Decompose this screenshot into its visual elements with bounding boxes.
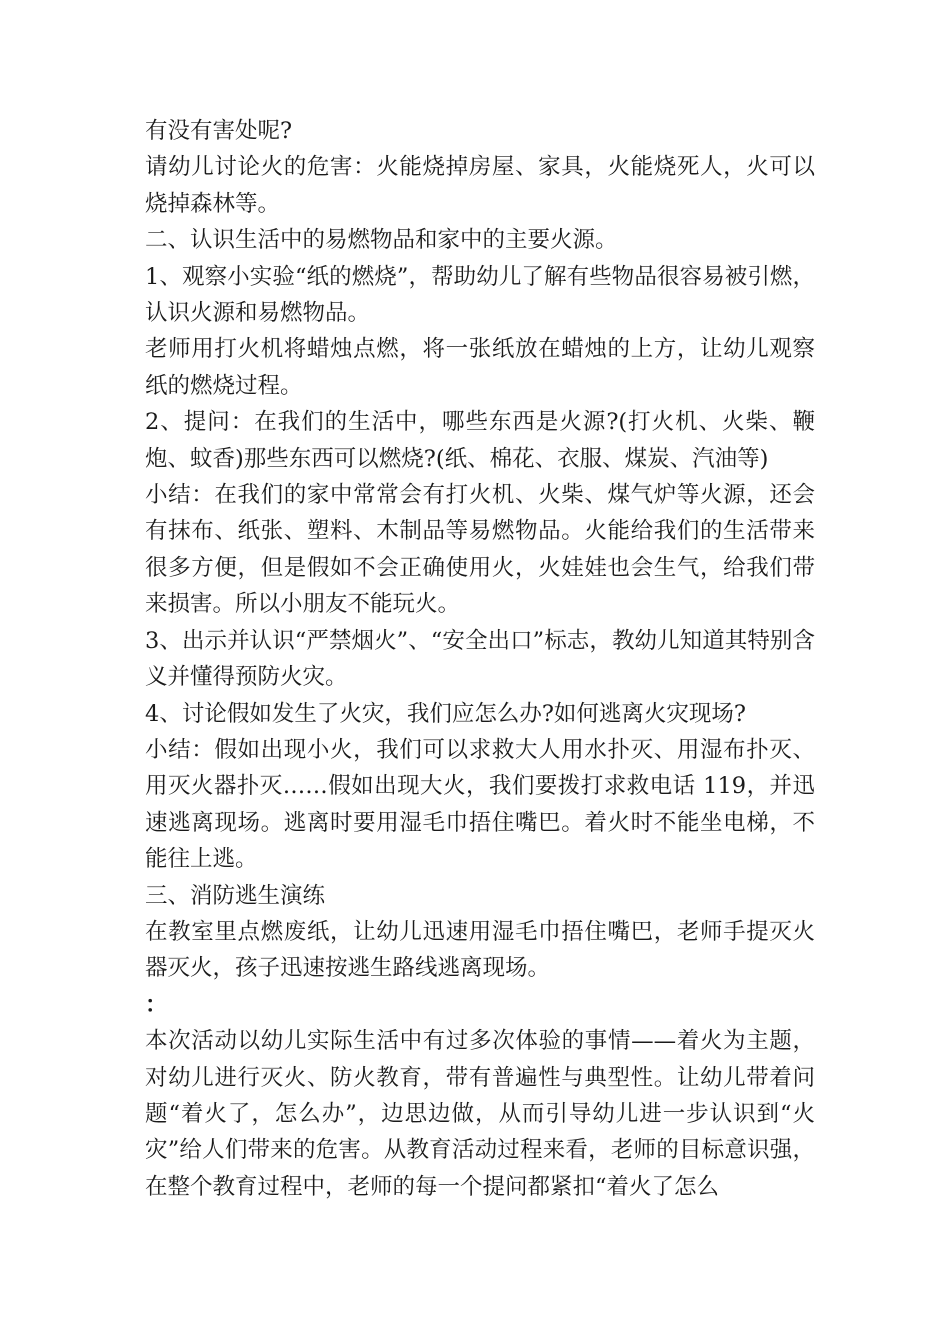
paragraph-item-1: 1、观察小实验“纸的燃烧”，帮助幼儿了解有些物品很容易被引燃，认识火源和易燃物品。 (145, 263, 815, 327)
section-heading-3: 三、消防逃生演练 (145, 882, 326, 909)
paragraph-drill: 在教室里点燃废纸，让幼儿迅速用湿毛巾捂住嘴巴，老师手提灭火器灭火，孩子迅速按逃生路线逃离现场。 (145, 918, 815, 982)
paragraph-summary-2: 小结：假如出现小火，我们可以求救大人用水扑灭、用湿布扑灭、用灭火器扑灭……假如出现大火，我们要拨打求救电话 119，并迅速逃离现场。逃离时要用湿毛巾捂住嘴巴。着火时不能坐电梯，不能往上逃。 (145, 736, 815, 873)
paragraph-fire-dangers: 请幼儿讨论火的危害：火能烧掉房屋、家具，火能烧死人，火可以烧掉森林等。 (145, 154, 815, 217)
paragraph-item-4: 4、讨论假如发生了火灾，我们应怎么办?如何逃离火灾现场? (145, 700, 746, 727)
document-body (145, 113, 815, 1205)
paragraph-colon: ： (145, 991, 168, 1018)
paragraph-candle-demo: 老师用打火机将蜡烛点燃，将一张纸放在蜡烛的上方，让幼儿观察纸的燃烧过程。 (145, 336, 815, 399)
paragraph-item-2: 2、提问：在我们的生活中，哪些东西是火源?(打火机、火柴、鞭炮、蚊香)那些东西可以燃烧?(纸、棉花、衣服、煤炭、汽油等) (145, 409, 815, 472)
paragraph-reflection: 本次活动以幼儿实际生活中有过多次体验的事情——着火为主题，对幼儿进行灭火、防火教育，带有普遍性与典型性。让幼儿带着问题“着火了，怎么办”，边思边做，从而引导幼儿进一步认识到“火灾”给人们带来的危害。从教育活动过程来看，老师的目标意识强，在整个教育过程中，老师的每一个提问都紧扣“着火了怎么 (145, 1028, 815, 1200)
paragraph-summary-1: 小结：在我们的家中常常会有打火机、火柴、煤气炉等火源，还会有抹布、纸张、塑料、木制品等易燃物品。火能给我们的生活带来很多方便，但是假如不会正确使用火，火娃娃也会生气，给我们带来损害。所以小朋友不能玩火。 (145, 482, 815, 618)
paragraph-continuation: 有没有害处呢? (145, 118, 293, 144)
paragraph-item-3: 3、出示并认识“严禁烟火”、“安全出口”标志，教幼儿知道其特别含义并懂得预防火灾。 (145, 627, 815, 691)
section-heading-2: 二、认识生活中的易燃物品和家中的主要火源。 (145, 227, 618, 254)
